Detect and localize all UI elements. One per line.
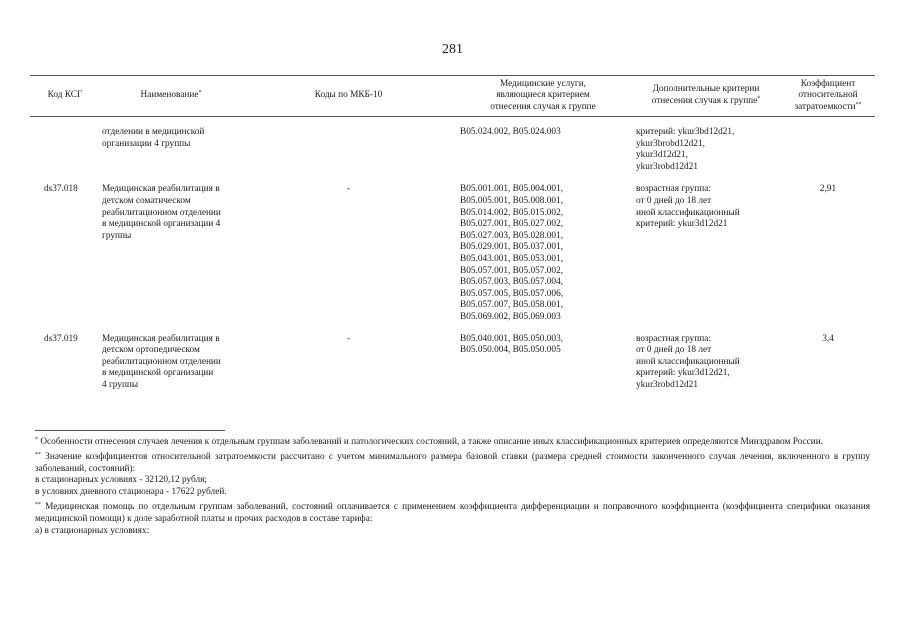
footnote-2-line-1: в стационарных условиях - 32120,12 рубля; — [35, 475, 208, 486]
header-name: Наименование* — [100, 76, 242, 117]
footnote-3-line-1: а) в стационарных условиях: — [35, 525, 150, 536]
footnote-3: ** Медицинская помощь по отдельным группам заболеваний, состояний оплачивается с применением коэффициента дифференциации и поправочного коэффициента (коэффициента специфики оказания медицинской помощи) к доле заработной платы и прочих расходов в составе тарифа: — [35, 501, 870, 524]
cell-criteria: возрастная группа: от 0 дней до 18 лет иной классификационный критерий: ykur3d12d21 — [636, 184, 740, 230]
cell-mkb: - — [346, 333, 351, 344]
header-services: Медицинские услуги, являющиеся критерием отнесения случая к группе — [455, 76, 631, 117]
header-coef: Коэффициент относительной затратоемкости** — [781, 76, 875, 117]
cell-code: ds37.018 — [44, 184, 78, 195]
cell-services: B05.001.001, B05.004.001, B05.005.001, B05.008.001, B05.014.002, B05.015.002, B05.027.001, B05.027.002, B05.027.003, B05.028.001, B05.029.001, B05.037.001, B05.043.001, B05.053.001, B05.057.001, B05.057.002, B05.057.003, B05.057.004, B05.057.005, B05.057.006, B05.057.007, B05.058.001, B05.069.002, B05.069.003 — [460, 184, 564, 322]
ksg-table — [30, 75, 875, 401]
cell-name: Медицинская реабилитация в детском соматическом реабилитационном отделении в медицинской организации 4 группы — [102, 184, 221, 241]
header-criteria-mark: * — [757, 96, 761, 102]
footnote-2-line-2: в условиях дневного стационара - 17622 рублей. — [35, 487, 227, 498]
cell-mkb: - — [346, 184, 351, 195]
cell-mkb — [242, 117, 455, 185]
cell-criteria: возрастная группа: от 0 дней до 18 лет иной классификационный критерий: ykur3d12d21, ykur3robd12d21 — [636, 333, 740, 390]
footnote-1: * Особенности отнесения случаев лечения к отдельным группам заболеваний и патологических состояний, а также описание иных классификационных критериев определяются Минздравом России. — [35, 437, 824, 447]
cell-name: Медицинская реабилитация в детском ортопедическом реабилитационном отделении в медицинской организации 4 группы — [102, 333, 221, 390]
cell-code: ds37.019 — [44, 333, 78, 344]
header-criteria: Дополнительные критерии отнесения случая к группе* — [631, 76, 781, 117]
cell-services: B05.040.001, B05.050.003, B05.050.004, B05.050.005 — [460, 333, 564, 356]
cell-criteria: критерий: ykur3bd12d21, ykur3brobd12d21, ykur3d12d21, ykur3robd12d21 — [636, 127, 735, 172]
header-mkb: Коды по МКБ-10 — [242, 76, 455, 117]
cell-services: B05.024.002, B05.024.003 — [460, 127, 561, 137]
footnote-2: ** Значение коэффициентов относительной затратоемкости рассчитано с учетом минимального размера базовой ставки (размера средней стоимости законченного случая лечения, включенного в группу заболеваний, состояний): — [35, 451, 870, 474]
table-row — [30, 184, 875, 333]
header-name-mark: * — [198, 90, 202, 97]
cell-coef: 2,91 — [819, 184, 837, 195]
footnote-mark: ** — [35, 501, 41, 508]
cell-name: отделении в медицинской организации 4 группы — [102, 127, 205, 149]
footnote-mark: ** — [35, 451, 41, 458]
header-code: Код КСГ — [30, 76, 100, 117]
cell-code — [30, 117, 100, 185]
table-header-row — [30, 76, 875, 117]
table-row — [30, 334, 875, 402]
footnote-separator — [35, 430, 225, 431]
cell-coef — [781, 117, 875, 185]
table-row — [30, 117, 875, 185]
cell-coef: 3,4 — [822, 333, 834, 344]
page-number: 281 — [442, 42, 463, 57]
header-coef-mark: ** — [855, 101, 862, 108]
footnotes — [35, 437, 870, 537]
footnote-mark: * — [35, 437, 38, 443]
